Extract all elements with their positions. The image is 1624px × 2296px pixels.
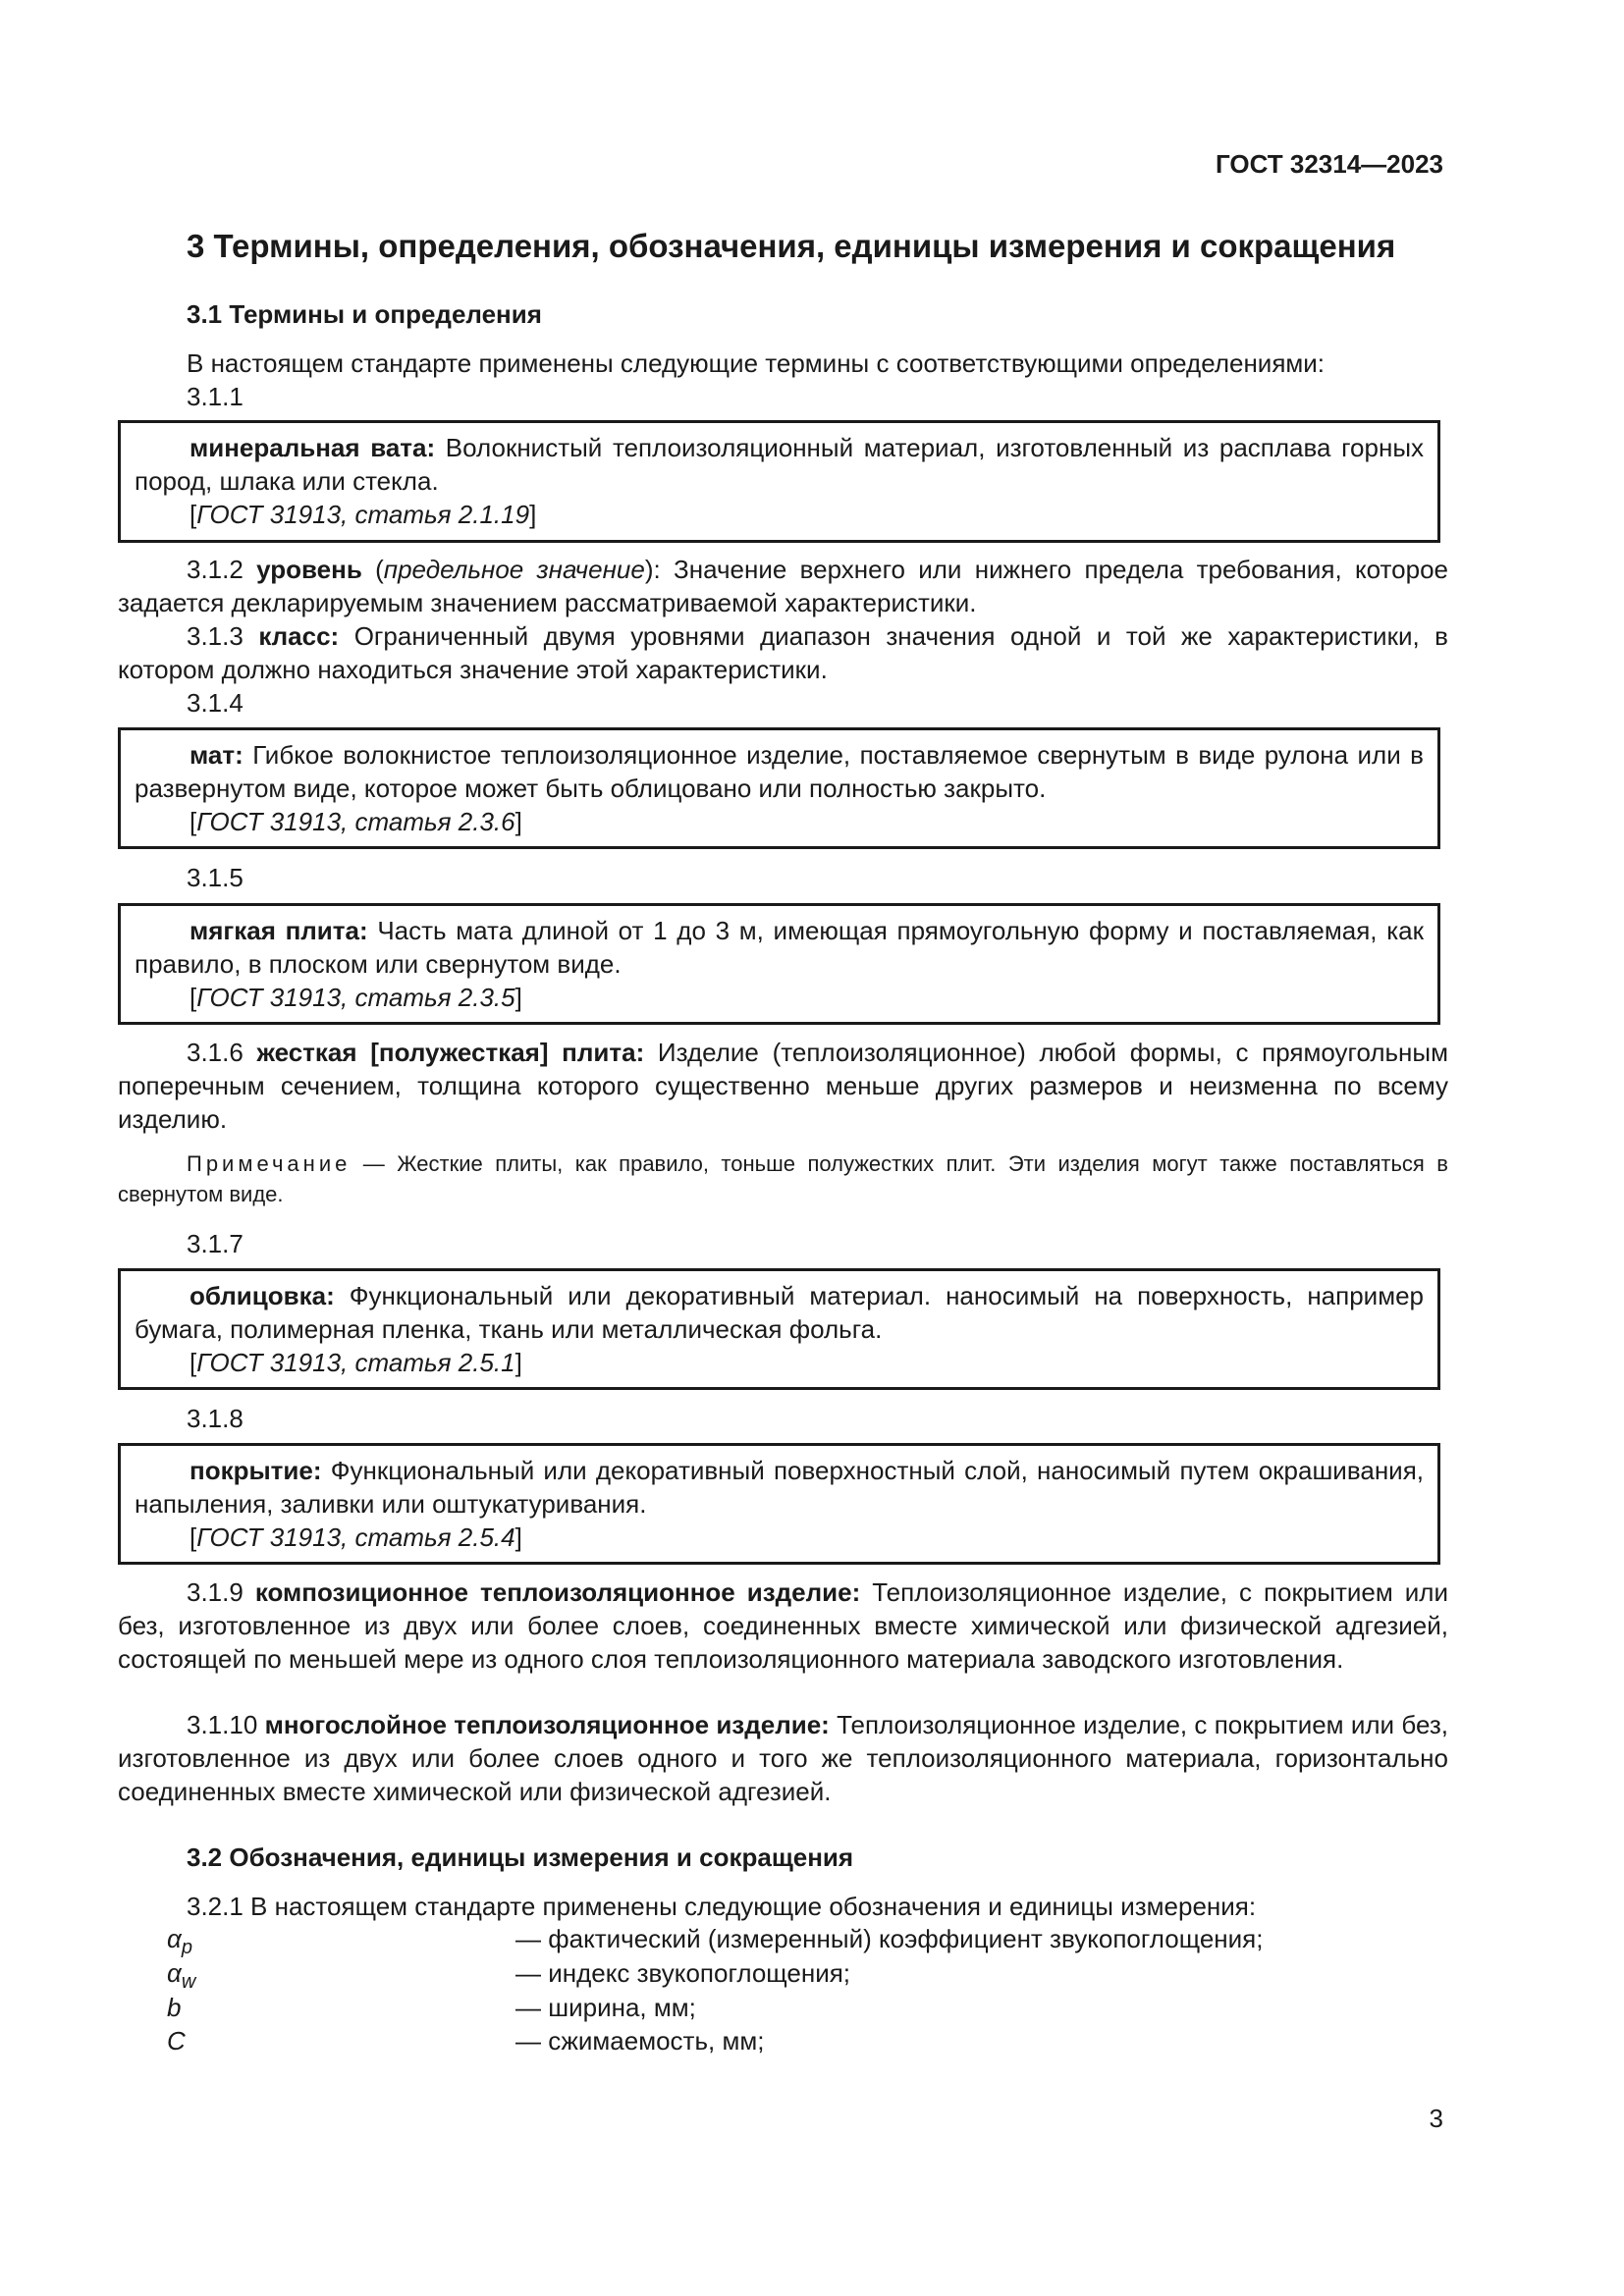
term-3-1-6 (118, 1036, 1448, 1136)
definition-text: Ограниченный двумя уровнями диапазон значения одной и той же характеристики, в котором должно находиться значение этой характеристики. (118, 621, 1448, 684)
term-3-1-9 (118, 1575, 1448, 1676)
definition-text: : Значение верхнего или нижнего предела требования, которое задается декларируемым значением рассматриваемой характеристики. (118, 555, 1449, 617)
symbol-alpha-w: $\alpha_w$ (167, 1958, 196, 1993)
term-label: класс: (258, 621, 340, 651)
term-number: 3.1.10 (187, 1710, 258, 1739)
definition-text: Функциональный или декоративный материал. наносимый на поверхность, например бумага, полимерная пленка, ткань или металлическая фольга. (135, 1281, 1424, 1344)
term-number: 3.1.2 (187, 555, 244, 584)
page-number: 3 (1429, 2104, 1443, 2133)
term-number-3-1-1: 3.1.1 (187, 382, 244, 411)
symbols-intro: 3.2.1 В настоящем стандарте применены следующие обозначения и единицы измерения: (187, 1892, 1257, 1921)
definition-box-3-1-4 (118, 727, 1440, 849)
definition-3-1-7 (135, 1279, 1424, 1346)
term-label: жесткая [полужесткая] плита: (256, 1038, 645, 1067)
note-text: — Жесткие плиты, как правило, тоньше полужестких плит. Эти изделия могут также поставляться в свернутом виде. (118, 1151, 1448, 1206)
definition-3-1-5 (135, 914, 1424, 981)
term-number-3-1-5: 3.1.5 (187, 863, 244, 892)
definition-box-3-1-5 (118, 903, 1440, 1025)
term-number-3-1-8: 3.1.8 (187, 1404, 244, 1433)
definition-source: [ГОСТ 31913, статья 2.3.6] (189, 807, 522, 836)
definition-text: Волокнистый теплоизоляционный материал, изготовленный из расплава горных пород, шлака или стекла. (135, 433, 1424, 496)
term-label: уровень (256, 555, 362, 584)
term-label: минеральная вата: (189, 433, 436, 462)
term-number: 3.1.9 (187, 1577, 244, 1607)
symbol-description: — сжимаемость, мм; (515, 2026, 765, 2056)
term-number: 3.1.3 (187, 621, 244, 651)
definition-source: [ГОСТ 31913, статья 2.3.5] (189, 983, 522, 1012)
definition-text: Изделие (теплоизоляционное) любой формы, с прямоугольным поперечным сечением, толщина которого существенно меньше других размеров и неизменна по всему изделию. (118, 1038, 1448, 1134)
term-number-3-1-7: 3.1.7 (187, 1229, 244, 1258)
symbol-c: C (167, 2026, 186, 2056)
symbol-b: b (167, 1993, 182, 2022)
definition-text: Теплоизоляционное изделие, с покрытием или без, изготовленное из двух или более слоев одного и того же теплоизоляционного материала, горизонтально соединенных вместе химической или физической адгезией. (118, 1710, 1449, 1806)
definition-3-1-4 (135, 738, 1424, 805)
subsection-title-3-1: 3.1 Термины и определения (187, 299, 542, 329)
term-label: композиционное теплоизоляционное изделие: (254, 1577, 861, 1607)
definition-source: [ГОСТ 31913, статья 2.5.1] (189, 1348, 522, 1377)
term-3-1-2: 3.1.2 уровень (предельное значение): Значение верхнего или нижнего предела требования, которое задается декларируемым значением рассматриваемой характеристики. (118, 555, 1449, 617)
symbol-description: — фактический (измеренный) коэффициент звукопоглощения; (515, 1924, 1264, 1953)
term-3-1-10 (118, 1708, 1448, 1808)
definition-box-3-1-1 (118, 420, 1440, 543)
note-3-1-6 (118, 1148, 1448, 1209)
term-label: мат: (189, 740, 244, 770)
term-number: 3.1.6 (187, 1038, 244, 1067)
definition-3-1-8 (135, 1454, 1424, 1521)
term-3-1-3 (118, 619, 1448, 686)
term-label: многослойное теплоизоляционное изделие: (264, 1710, 830, 1739)
definition-source: [ГОСТ 31913, статья 2.1.19] (189, 500, 537, 529)
symbol-description: — ширина, мм; (515, 1993, 696, 2022)
definition-box-3-1-8 (118, 1443, 1440, 1565)
subsection-title-3-2: 3.2 Обозначения, единицы измерения и сокращения (187, 1842, 854, 1872)
term-label: покрытие: (189, 1456, 322, 1485)
note-label: Примечание (187, 1151, 352, 1176)
definition-text: Гибкое волокнистое теплоизоляционное изделие, поставляемое свернутым в виде рулона или в развернутом виде, которое может быть облицовано или полностью закрыто. (135, 740, 1424, 803)
definition-source: [ГОСТ 31913, статья 2.5.4] (189, 1522, 522, 1552)
symbol-alpha-p: $\alpha_p$ (167, 1924, 192, 1958)
definition-text: Функциональный или декоративный поверхностный слой, наносимый путем окрашивания, напыления, заливки или оштукатуривания. (135, 1456, 1424, 1519)
term-number-3-1-4: 3.1.4 (187, 688, 244, 718)
definition-box-3-1-7 (118, 1268, 1440, 1390)
alternative-term: предельное значение (383, 555, 645, 584)
definition-text: Часть мата длиной от 1 до 3 м, имеющая прямоугольную форму и поставляемая, как правило, в плоском или свернутом виде. (135, 916, 1424, 979)
definition-3-1-1 (135, 431, 1424, 498)
intro-paragraph: В настоящем стандарте применены следующие термины с соответствующими определениями: (187, 348, 1326, 378)
section-title: 3 Термины, определения, обозначения, единицы измерения и сокращения (187, 228, 1396, 264)
term-label: облицовка: (189, 1281, 335, 1310)
term-label: мягкая плита: (189, 916, 368, 945)
definition-text: Теплоизоляционное изделие, с покрытием или без, изготовленное из двух или более слоев, соединенных вместе химической или физической адгезией, состоящей по меньшей мере из одного слоя теплоизоляционного материала заводского изготовления. (118, 1577, 1448, 1674)
symbol-description: — индекс звукопоглощения; (515, 1958, 851, 1988)
standard-code: ГОСТ 32314—2023 (1216, 149, 1443, 179)
